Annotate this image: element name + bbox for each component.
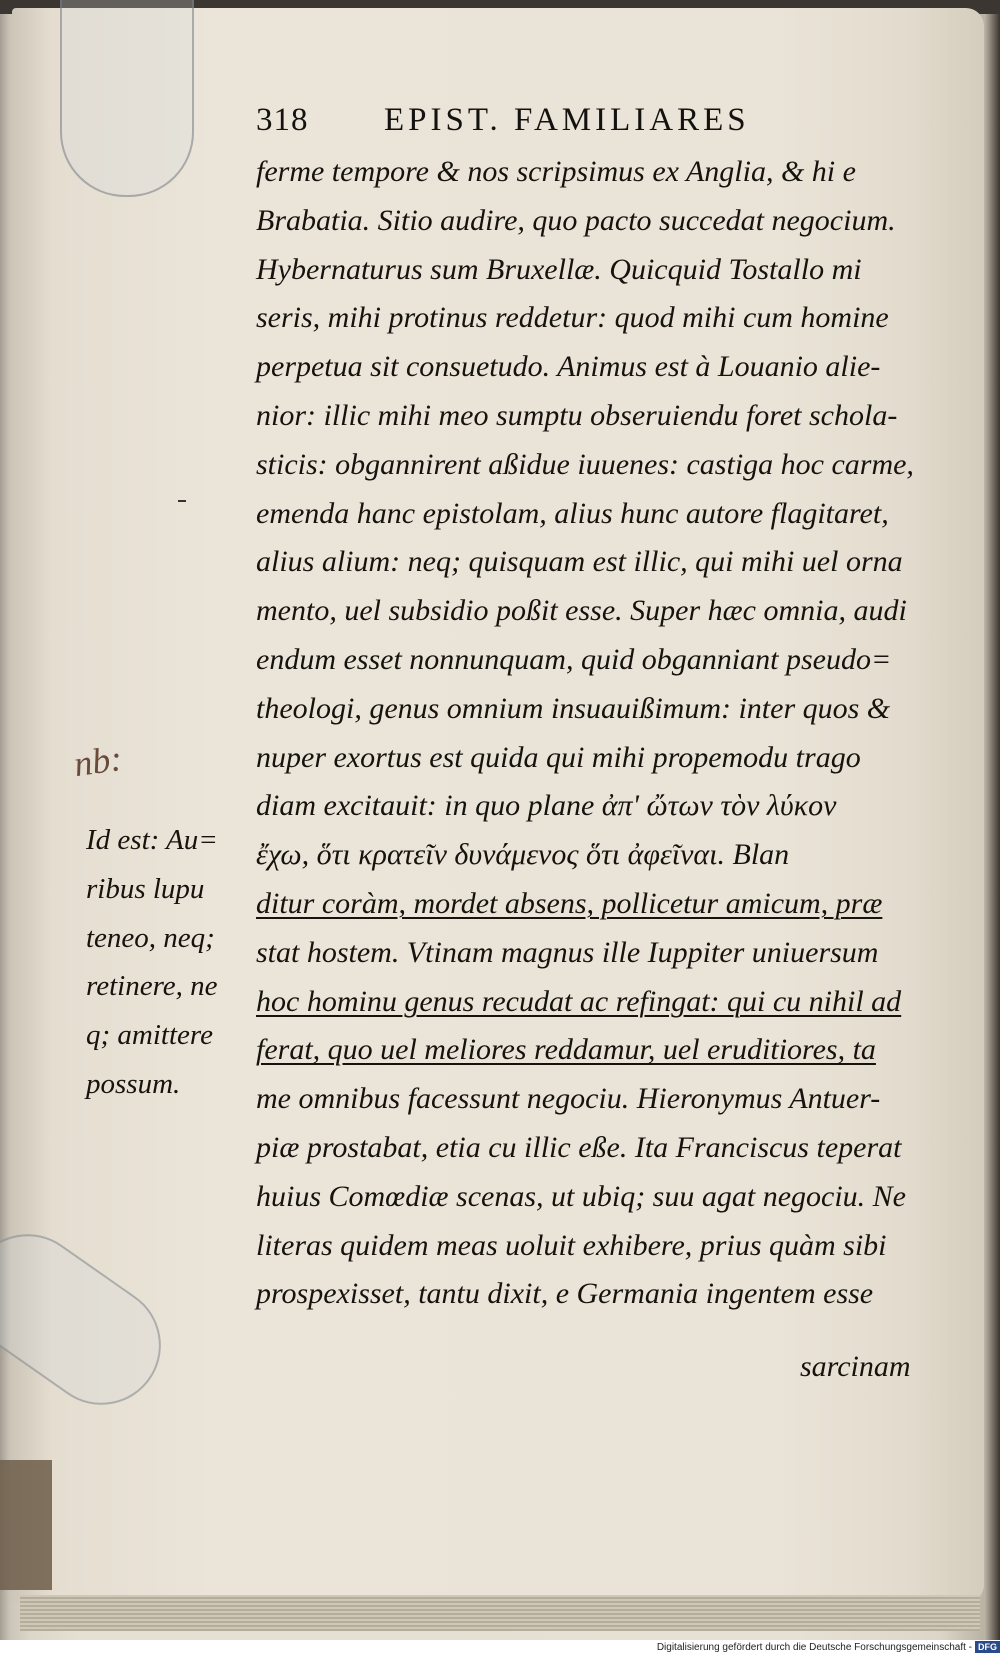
digitization-credit xyxy=(604,1640,1000,1656)
text-line: seris, mihi protinus reddetur: quod mihi cum homine xyxy=(256,301,889,335)
text-line-underlined: hoc hominu genus recudat ac refingat: qui cu nihil ad xyxy=(256,984,902,1018)
dfg-logo: DFG xyxy=(975,1641,1000,1653)
gloss-line: Id est: Au= xyxy=(86,824,218,856)
text-line-underlined: ditur coràm, mordet absens, pollicetur amicum, præ xyxy=(256,886,883,920)
gloss-line: teneo, neq; xyxy=(86,921,215,954)
running-title: EPIST. FAMILIARES xyxy=(384,102,750,138)
gloss-line: q; amittere xyxy=(86,1019,213,1052)
text-line: ἔχω, ὅτι κρατεῖν δυνάμενος ὅτι ἀφεῖναι. Blan xyxy=(256,838,790,872)
glass-weight-top xyxy=(60,0,194,197)
gloss-line: retinere, ne xyxy=(86,970,218,1003)
nota-bene-mark: nb: xyxy=(71,737,125,785)
footer-strip xyxy=(0,1640,604,1656)
text-line: ferme tempore & nos scripsimus ex Anglia, & hi e xyxy=(256,155,856,188)
text-line: sticis: obgannirent aßidue iuuenes: castiga hoc carme, xyxy=(256,447,914,481)
text-line: Hybernaturus sum Bruxellæ. Quicquid Tostallo mi xyxy=(256,252,862,286)
text-line: nuper exortus est quida qui mihi propemodu trago xyxy=(256,740,861,774)
gloss-line: possum. xyxy=(86,1067,181,1100)
credit-text: Digitalisierung gefördert durch die Deutsche Forschungsgemeinschaft - xyxy=(656,1642,972,1653)
text-line: endum esset nonnunquam, quid obganniant pseudo= xyxy=(256,642,892,676)
binding-stain xyxy=(0,1460,52,1590)
text-line: nior: illic mihi meo sumptu obseruiendu foret schola- xyxy=(256,398,898,432)
gloss-line: ribus lupu xyxy=(86,872,205,905)
text-line: theologi, genus omnium insuauißimum: inter quos & xyxy=(256,691,891,725)
text-line: Brabatia. Sitio audire, quo pacto succedat negocium. xyxy=(256,203,896,237)
text-line-underlined: ferat, quo uel meliores reddamur, uel eruditiores, ta xyxy=(256,1033,876,1067)
text-line: alius alium: neq; quisquam est illic, qui mihi uel orna xyxy=(256,545,903,579)
text-line: stat hostem. Vtinam magnus ille Iuppiter uniuersum xyxy=(256,935,879,969)
text-line: literas quidem meas uoluit exhibere, prius quàm sibi xyxy=(256,1228,887,1262)
catchword: sarcinam xyxy=(800,1350,911,1383)
body-text xyxy=(256,148,956,1319)
text-line: emenda hanc epistolam, alius hunc autore flagitaret, xyxy=(256,496,889,530)
page-header xyxy=(256,102,916,142)
text-line: me omnibus facessunt negociu. Hieronymus Antuer- xyxy=(256,1082,881,1116)
text-line: mento, uel subsidio poßit esse. Super hæc omnia, audi xyxy=(256,594,907,628)
text-line: piæ prostabat, etia cu illic eße. Ita Franciscus teperat xyxy=(256,1130,902,1164)
text-line: prospexisset, tantu dixit, e Germania ingentem esse xyxy=(256,1277,874,1311)
page-stack-edge xyxy=(20,1595,980,1631)
page-number: 318 xyxy=(256,102,309,138)
margin-dash xyxy=(178,500,186,502)
margin-gloss xyxy=(86,816,246,1109)
text-line: huius Comœdiæ scenas, ut ubiq; suu agat negociu. Ne xyxy=(256,1179,906,1213)
text-line: perpetua sit consuetudo. Animus est à Louanio alie- xyxy=(256,350,881,384)
text-line: diam excitauit: in quo plane ἀπ' ὤτων τὸν λύκον xyxy=(256,789,837,823)
